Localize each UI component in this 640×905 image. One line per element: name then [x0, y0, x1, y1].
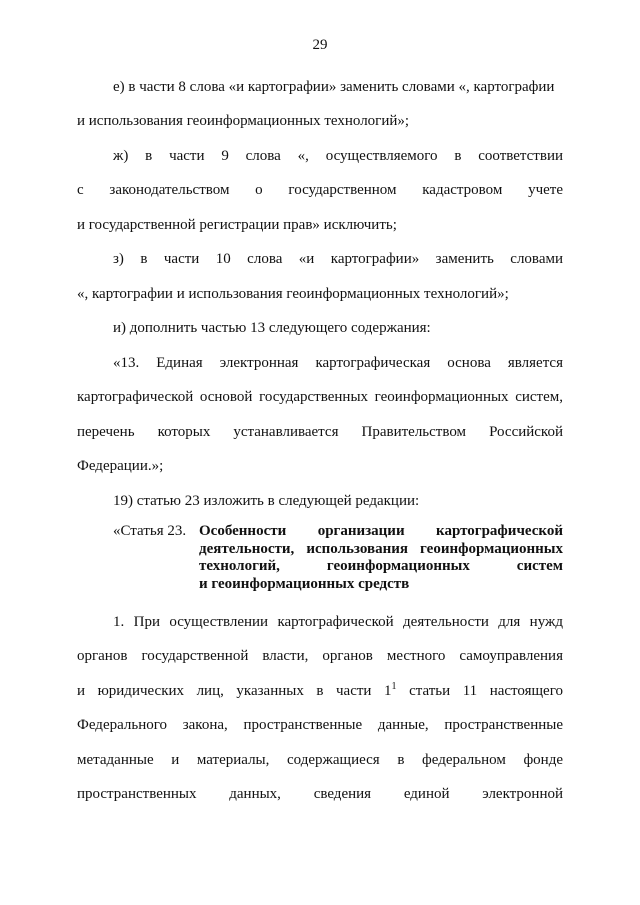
text-line: и государственной регистрации прав» исключить; — [77, 217, 397, 233]
superscript: 1 — [391, 681, 397, 692]
text-line: пространственных данных, сведения единой электронной — [77, 786, 563, 802]
text-line: е) в части 8 слова «и картографии» заменить словами «, картографии — [113, 79, 555, 95]
text-line: з) в части 10 слова «и картографии» заменить словами — [113, 251, 563, 267]
text-line — [77, 681, 563, 701]
text-line: 1. При осуществлении картографической деятельности для нужд — [113, 614, 563, 630]
text-line: картографической основой государственных геоинформационных систем, — [77, 389, 563, 405]
text-line: ж) в части 9 слова «, осуществляемого в соответствии — [113, 148, 563, 164]
article-title-line: Особенности организации картографической — [199, 523, 563, 539]
article-title-line: деятельности, использования геоинформационных — [199, 540, 563, 557]
article-title — [199, 523, 563, 593]
article-title-line: и геоинформационных средств — [199, 575, 410, 592]
article-title-line: технологий, геоинформационных систем — [199, 558, 563, 574]
text-line: органов государственной власти, органов местного самоуправления — [77, 648, 563, 664]
text-line: «13. Единая электронная картографическая основа является — [113, 355, 563, 371]
text-line: Федерального закона, пространственные данные, пространственные — [77, 717, 563, 733]
text-fragment: статьи 11 настоящего — [396, 683, 563, 699]
text-line: «, картографии и использования геоинформационных технологий»; — [77, 286, 509, 302]
page-number: 29 — [312, 37, 328, 53]
text-line: метаданные и материалы, содержащиеся в федеральном фонде — [77, 752, 563, 768]
text-line: с законодательством о государственном кадастровом учете — [77, 182, 563, 198]
text-line: перечень которых устанавливается Правительством Российской — [77, 424, 563, 440]
text-line: 19) статью 23 изложить в следующей редакции: — [113, 493, 420, 509]
text-line: Федерации.»; — [77, 458, 164, 474]
text-line: и использования геоинформационных технологий»; — [77, 113, 410, 129]
text-fragment: и юридических лиц, указанных в части 1 — [77, 683, 392, 699]
article-label: «Статья 23. — [113, 523, 187, 539]
text-line: и) дополнить частью 13 следующего содержания: — [113, 320, 431, 336]
